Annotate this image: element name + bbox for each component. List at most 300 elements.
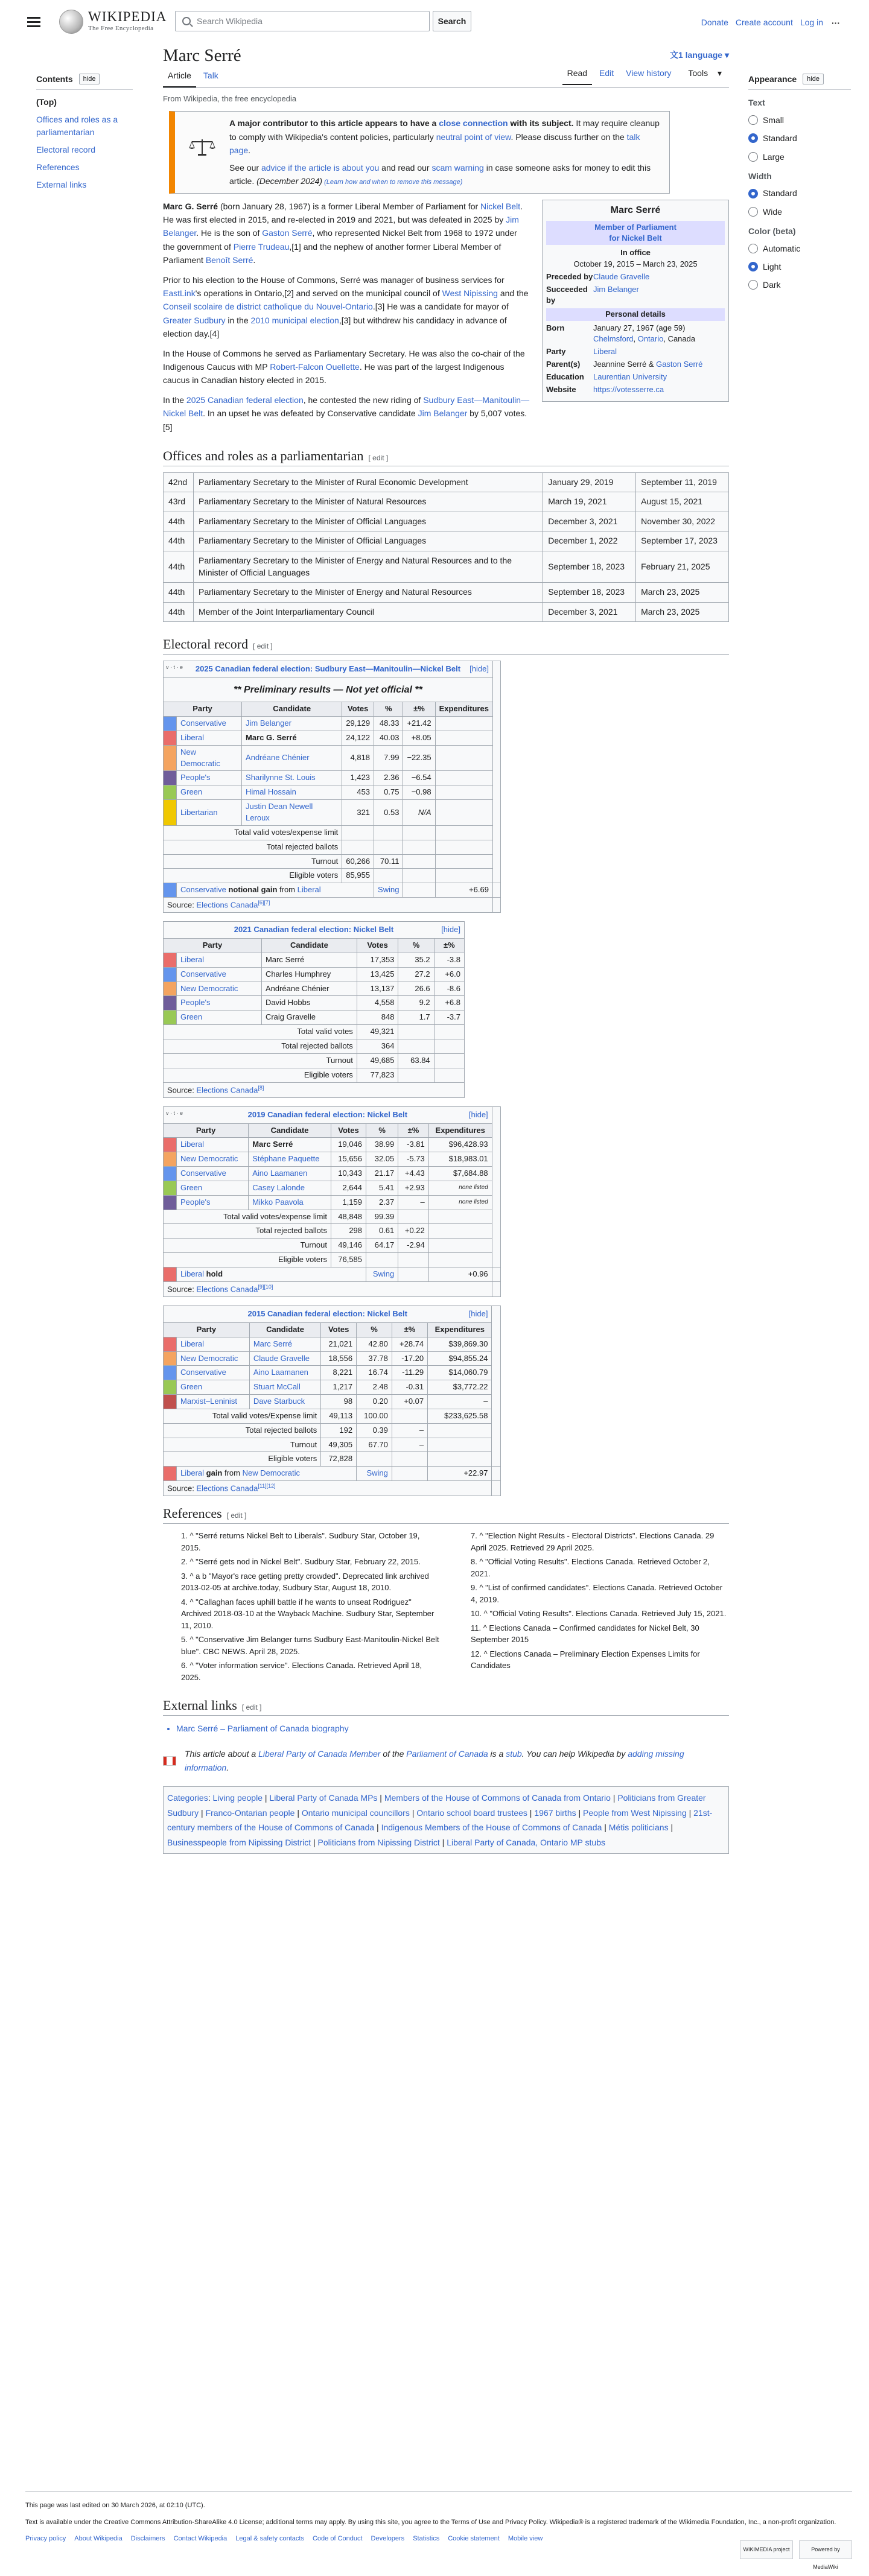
result-text: Liberal hold	[177, 1267, 366, 1281]
category-link[interactable]: 1967 births	[534, 1807, 576, 1818]
vote-change: −6.54	[403, 771, 435, 785]
party-color-swatch	[164, 1337, 177, 1351]
party-link[interactable]: Liberal	[593, 346, 617, 356]
total-label: Eligible voters	[164, 1452, 321, 1467]
article-content	[163, 43, 729, 1854]
total-percent: 99.39	[366, 1210, 398, 1224]
option-label: Dark	[763, 280, 781, 290]
source-link[interactable]: Elections Canada	[196, 1483, 258, 1493]
infobox-title: Marc Serré	[610, 205, 661, 215]
tab-talk[interactable]: Talk	[203, 71, 218, 81]
vote-count: 15,656	[331, 1152, 366, 1167]
vote-change: -3.7	[434, 1010, 464, 1025]
expenditures: $94,855.24	[428, 1351, 492, 1366]
candidate-name[interactable]: Stuart McCall	[249, 1380, 320, 1395]
total-expense	[428, 1210, 492, 1224]
party-color-swatch	[164, 1195, 177, 1210]
appearance-option[interactable]	[748, 242, 851, 255]
column-header: %	[357, 1322, 392, 1337]
column-header: Votes	[357, 939, 398, 953]
election-caption[interactable]: 2019 Canadian federal election: Nickel Belt	[247, 1109, 408, 1119]
candidate-name[interactable]: Claude Gravelle	[249, 1351, 320, 1366]
party-link[interactable]: New Democratic	[177, 1152, 249, 1167]
table-hide-button[interactable]: [hide]	[468, 1109, 488, 1119]
category-link[interactable]: 21st-century members of the House of Commons of Canada	[167, 1807, 713, 1833]
total-percent: 63.84	[398, 1053, 434, 1068]
candidate-name[interactable]: Andréane Chénier	[242, 745, 342, 771]
total-expense	[428, 1452, 492, 1467]
swing-link[interactable]: Swing	[357, 1467, 392, 1481]
party-link[interactable]: People's	[177, 771, 242, 785]
edit-section-link[interactable]: [ edit ]	[241, 1703, 262, 1712]
vote-count: 18,556	[321, 1351, 357, 1366]
total-value: 49,305	[321, 1438, 357, 1452]
category-link[interactable]: Politicians from Nipissing District	[317, 1837, 440, 1847]
footer-link[interactable]: Statistics	[413, 2535, 440, 2543]
party-link[interactable]: Liberal	[177, 731, 242, 745]
footer-link[interactable]: Privacy policy	[25, 2535, 66, 2543]
reference-item: 8. ^ "Official Voting Results". Elections Canada. Retrieved October 2, 2021.	[471, 1557, 710, 1578]
category-link[interactable]: Politicians from Greater Sudbury	[167, 1793, 706, 1818]
learn-remove-link[interactable]: (Learn how and when to remove this message)	[322, 179, 463, 186]
mp-link[interactable]: Member of Parliament	[594, 223, 676, 232]
reference-item: 1. ^ "Serré returns Nickel Belt to Liberals". Sudbury Star, October 19, 2015.	[181, 1531, 420, 1552]
election-table-2015	[163, 1305, 501, 1496]
appearance-option[interactable]	[748, 278, 851, 291]
table-cell	[398, 1267, 429, 1281]
total-row	[164, 1409, 501, 1423]
table-cell: 44th	[164, 531, 194, 551]
appearance-option[interactable]	[748, 205, 851, 218]
source-link[interactable]: Elections Canada	[196, 1085, 258, 1094]
column-header: Expenditures	[428, 1123, 492, 1138]
expenditures: $18,983.01	[428, 1152, 492, 1167]
candidate-name[interactable]: Mikko Paavola	[249, 1195, 331, 1210]
total-value: 76,585	[331, 1253, 366, 1267]
reference-item: 12. ^ Elections Canada – Preliminary Election Expenses Limits for Candidates	[471, 1649, 700, 1670]
category-link[interactable]: Members of the House of Commons of Canada from Ontario	[384, 1793, 611, 1803]
total-expense	[428, 1224, 492, 1239]
table-cell: August 15, 2021	[636, 492, 729, 512]
party-link[interactable]: Conservative	[177, 1366, 250, 1380]
column-header: Party	[164, 1123, 249, 1138]
vote-percent: 2.36	[374, 771, 403, 785]
footer-link[interactable]: Mobile view	[508, 2535, 543, 2543]
party-link[interactable]: Conservative	[177, 1167, 249, 1181]
total-label: Turnout	[164, 854, 342, 869]
parent-link[interactable]: Gaston Serré	[656, 360, 703, 369]
table-cell: September 18, 2023	[543, 551, 636, 583]
total-value	[342, 825, 374, 840]
candidate-name[interactable]: Aino Laamanen	[249, 1366, 320, 1380]
candidate-name[interactable]: Jim Belanger	[242, 717, 342, 731]
table-row	[164, 785, 501, 800]
footer-link[interactable]: Legal & safety contacts	[235, 2535, 304, 2543]
party-link[interactable]: Liberal	[177, 953, 262, 967]
search-placeholder: Search Wikipedia	[197, 16, 263, 26]
vote-change: -11.29	[392, 1366, 427, 1380]
total-change	[434, 1025, 464, 1039]
total-row	[164, 869, 501, 883]
candidate-name[interactable]: Stéphane Paquette	[249, 1152, 331, 1167]
category-link[interactable]: Businesspeople from Nipissing District	[167, 1837, 311, 1847]
table-row	[164, 1366, 501, 1380]
total-row	[164, 1438, 501, 1452]
party-link[interactable]: Green	[177, 785, 242, 800]
preliminary-banner: ** Preliminary results — Not yet official **	[164, 678, 493, 702]
birthplace-link[interactable]: Chelmsford	[593, 334, 634, 343]
party-color-swatch	[164, 982, 177, 996]
table-row	[164, 551, 729, 583]
preceded-by-link[interactable]: Claude Gravelle	[593, 271, 650, 281]
total-row	[164, 1224, 501, 1239]
appearance-title: Appearance	[748, 74, 797, 84]
table-cell	[403, 883, 435, 898]
total-label: Eligible voters	[164, 1068, 357, 1082]
table-row	[164, 771, 501, 785]
appearance-hide-button[interactable]: hide	[803, 74, 824, 84]
swing-value: +22.97	[428, 1467, 492, 1481]
footer-link[interactable]: Cookie statement	[448, 2535, 500, 2543]
table-cell: Parliamentary Secretary to the Minister of Natural Resources	[193, 492, 543, 512]
tab-edit[interactable]: Edit	[599, 68, 614, 78]
election-caption[interactable]: 2015 Canadian federal election: Nickel Belt	[247, 1309, 407, 1318]
table-cell: Parliamentary Secretary to the Minister of Energy and Natural Resources and to the Minister of Official Languages	[193, 551, 543, 583]
total-label: Turnout	[164, 1239, 331, 1253]
candidate-name[interactable]: Justin Dean Newell Leroux	[242, 800, 342, 826]
footer-link[interactable]: Disclaimers	[130, 2535, 165, 2543]
total-percent	[398, 1068, 434, 1082]
ontario-link[interactable]: Ontario	[637, 334, 664, 343]
party-link[interactable]: Liberal	[177, 1337, 250, 1351]
footer-link[interactable]: About Wikipedia	[74, 2535, 123, 2543]
wikimedia-badge[interactable]: WIKIMEDIA project	[740, 2540, 793, 2559]
table-cell: 44th	[164, 512, 194, 531]
party-link[interactable]: New Democratic	[242, 1468, 300, 1478]
main-menu-icon[interactable]	[25, 14, 42, 30]
vote-count: 2,644	[331, 1181, 366, 1195]
radio-button[interactable]	[748, 280, 758, 290]
table-row	[164, 602, 729, 622]
external-links-heading: External links [ edit ]	[163, 1696, 729, 1716]
candidate-name[interactable]: Marc Serré	[249, 1337, 320, 1351]
appearance-option[interactable]	[748, 132, 851, 145]
vote-count: 19,046	[331, 1138, 366, 1152]
total-change	[403, 869, 435, 883]
education-link[interactable]: Laurentian University	[593, 372, 667, 382]
toc-item[interactable]: Electoral record	[36, 145, 96, 155]
categories-box: Categories: Living people | Liberal Party of Canada MPs | Members of the House of Commons of Canada from Ontario | Politicians from Greater Sudbury | Franco-Ontarian people | Ontario municipal councillors | Ontario school board trustees | 1967 births | People from West Nipissing | 21st-century members of the House of Commons of Canada | Indigenous Members of the House of Commons of Canada | Métis politicians | Businesspeople from Nipissing District | Politicians from Nipissing District | Liberal Party of Canada, Ontario MP stubs	[163, 1786, 729, 1854]
vote-count: 13,425	[357, 967, 398, 982]
category-link[interactable]: Living people	[212, 1793, 263, 1803]
radio-button[interactable]	[748, 244, 758, 253]
categories-label[interactable]: Categories	[167, 1793, 208, 1803]
expenditures: $96,428.93	[428, 1138, 492, 1152]
appearance-option[interactable]	[748, 113, 851, 127]
candidate-name[interactable]: Dave Starbuck	[249, 1395, 320, 1409]
offices-table	[163, 472, 729, 623]
site-header	[0, 0, 869, 47]
total-expense	[428, 1253, 492, 1267]
vote-change: -5.73	[398, 1152, 429, 1167]
create-account-link[interactable]: Create account	[735, 17, 793, 27]
table-row	[164, 1195, 501, 1210]
toc-sidebar	[36, 72, 133, 194]
candidate-name[interactable]: Aino Laamanen	[249, 1167, 331, 1181]
party-link[interactable]: Liberal	[180, 1468, 205, 1478]
option-label: Wide	[763, 206, 782, 217]
total-expense	[428, 1423, 492, 1438]
personal-details-header: Personal details	[546, 308, 725, 320]
toc-hide-button[interactable]: hide	[79, 74, 100, 84]
vote-percent: 48.33	[374, 717, 403, 731]
radio-button[interactable]	[748, 152, 758, 162]
election-caption[interactable]: 2021 Canadian federal election: Nickel Belt	[234, 925, 394, 934]
vote-percent: 27.2	[398, 967, 434, 982]
total-row	[164, 1423, 501, 1438]
website-link[interactable]: https://votesserre.ca	[593, 385, 664, 395]
table-row	[164, 982, 465, 996]
election-table-2021	[163, 921, 465, 1097]
party-link[interactable]: Conservative	[177, 967, 262, 982]
appearance-option[interactable]	[748, 260, 851, 273]
toc-item[interactable]: External links	[36, 180, 87, 190]
total-change	[434, 1039, 464, 1054]
party-link[interactable]: People's	[177, 1195, 249, 1210]
party-link[interactable]: Liberal	[177, 1138, 249, 1152]
toc-item[interactable]: References	[36, 162, 80, 173]
vote-percent: 37.78	[357, 1351, 392, 1366]
total-percent	[398, 1025, 434, 1039]
vote-count: 8,221	[321, 1366, 357, 1380]
radio-button[interactable]	[748, 189, 758, 198]
result-text: Conservative notional gain from Liberal	[177, 883, 374, 898]
source-link[interactable]: Elections Canada	[196, 1284, 258, 1294]
footer-link[interactable]: Code of Conduct	[312, 2535, 363, 2543]
navbox-vte[interactable]: v · t · e	[166, 1109, 183, 1116]
total-change	[434, 1068, 464, 1082]
page-title: Marc Serré	[163, 46, 241, 65]
canada-flag-icon	[163, 1756, 176, 1766]
total-expense	[428, 1239, 492, 1253]
vote-change: +21.42	[403, 717, 435, 731]
total-value: 77,823	[357, 1068, 398, 1082]
tagline-from: From Wikipedia, the free encyclopedia	[163, 94, 297, 103]
edit-section-link[interactable]: [ edit ]	[226, 1511, 247, 1520]
expenditures: $3,772.22	[428, 1380, 492, 1395]
total-label: Total valid votes	[164, 1025, 357, 1039]
tab-article[interactable]: Article	[163, 69, 196, 87]
column-header: ±%	[398, 1123, 429, 1138]
footer-link[interactable]: Developers	[371, 2535, 405, 2543]
column-header: ±%	[434, 939, 464, 953]
source-link[interactable]: Elections Canada	[196, 900, 258, 910]
npov-link[interactable]: neutral point of view	[436, 132, 511, 142]
table-cell: 43rd	[164, 492, 194, 512]
total-expense	[435, 825, 492, 840]
total-percent	[366, 1253, 398, 1267]
vote-change: -0.31	[392, 1380, 427, 1395]
vote-percent: 9.2	[398, 996, 434, 1010]
column-header: Candidate	[249, 1322, 320, 1337]
close-connection-link[interactable]: close connection	[439, 118, 508, 128]
candidate-name: David Hobbs	[261, 996, 357, 1010]
tools-menu[interactable]: Tools ▾	[688, 68, 722, 78]
party-link[interactable]: Marxist–Leninist	[177, 1395, 250, 1409]
total-label: Turnout	[164, 1053, 357, 1068]
table-row	[164, 800, 501, 826]
toc-item[interactable]: (Top)	[36, 97, 57, 107]
total-value: 298	[331, 1224, 366, 1239]
table-cell: 44th	[164, 551, 194, 583]
search-input[interactable]	[175, 11, 430, 31]
table-cell: 44th	[164, 583, 194, 603]
column-header: %	[366, 1123, 398, 1138]
party-color-swatch	[164, 1181, 177, 1195]
candidate-name[interactable]: Marc Serré	[249, 1138, 331, 1152]
mediawiki-badge[interactable]: Powered by MediaWiki	[799, 2540, 852, 2559]
advice-link[interactable]: advice if the article is about you	[261, 162, 380, 173]
total-value: 72,828	[321, 1452, 357, 1467]
party-link[interactable]: New Democratic	[177, 1351, 250, 1366]
appearance-group-label: Color (beta)	[748, 226, 796, 236]
total-row	[164, 825, 501, 840]
candidate-name[interactable]: Himal Hossain	[242, 785, 342, 800]
table-hide-button[interactable]: [hide]	[468, 1309, 488, 1318]
succeeded-by-link[interactable]: Jim Belanger	[593, 284, 639, 294]
category-link[interactable]: Métis politicians	[608, 1823, 669, 1833]
total-percent: 70.11	[374, 854, 403, 869]
radio-button[interactable]	[748, 207, 758, 217]
vote-count: 321	[342, 800, 374, 826]
table-row	[164, 531, 729, 551]
radio-button[interactable]	[748, 262, 758, 271]
scales-icon	[188, 138, 216, 156]
nickel-belt-link[interactable]: for Nickel Belt	[609, 233, 662, 243]
party-link[interactable]: Liberal	[180, 1269, 205, 1278]
vote-change: +28.74	[392, 1337, 427, 1351]
vote-change: –	[398, 1195, 429, 1210]
party-color-swatch	[164, 771, 177, 785]
toc-item[interactable]: Offices and roles as a parliamentarian	[36, 115, 118, 138]
reference-item: 3. ^ a b "Mayor's race getting pretty crowded". Deprecated link archived 2013-02-05 at archive.today, Sudbury Star, August 18, 2010.	[181, 1571, 429, 1593]
party-link[interactable]: Conservative	[177, 717, 242, 731]
total-label: Total rejected ballots	[164, 840, 342, 854]
total-row	[164, 1239, 501, 1253]
edit-section-link[interactable]: [ edit ]	[368, 453, 389, 462]
login-link[interactable]: Log in	[800, 17, 823, 27]
table-row	[164, 492, 729, 512]
radio-button[interactable]	[748, 115, 758, 125]
tab-read[interactable]: Read	[562, 66, 592, 84]
expenditures	[435, 745, 492, 771]
category-link[interactable]: People from West Nipissing	[583, 1807, 687, 1818]
table-row	[164, 1010, 465, 1025]
total-value	[342, 840, 374, 854]
table-cell: September 11, 2019	[636, 472, 729, 492]
external-link-parliament[interactable]: • Marc Serré – Parliament of Canada biography	[176, 1722, 729, 1735]
appearance-option[interactable]	[748, 150, 851, 163]
wikipedia-logo[interactable]	[59, 10, 167, 34]
party-color-swatch	[164, 785, 177, 800]
party-link[interactable]: Libertarian	[177, 800, 242, 826]
total-value: 48,848	[331, 1210, 366, 1224]
party-color-swatch	[164, 1152, 177, 1167]
vote-count: 453	[342, 785, 374, 800]
swing-link[interactable]: Swing	[374, 883, 403, 898]
search-button[interactable]: Search	[433, 11, 471, 31]
table-row	[164, 1181, 501, 1195]
candidate-name[interactable]: Sharilynne St. Louis	[242, 771, 342, 785]
category-link[interactable]: Ontario municipal councillors	[301, 1807, 410, 1818]
infobox: Marc Serré Member of Parliament for Nickel Belt In office October 19, 2015 – March 23, 2025 Preceded by Claude Gravelle Succeeded by Jim Belanger Personal details Born January 27, 1967 (age 59) Chelmsford, Ontario, Canada Party Liberal Parent(s) Jeannine Serré & Gaston Serré Education Laurentian University Website https://votesserre.ca	[542, 200, 729, 402]
reference-item: 9. ^ "List of confirmed candidates". Elections Canada. Retrieved October 4, 2019.	[471, 1583, 723, 1604]
appearance-option[interactable]	[748, 186, 851, 200]
total-value: 49,321	[357, 1025, 398, 1039]
party-link[interactable]: Green	[177, 1181, 249, 1195]
donate-link[interactable]: Donate	[701, 17, 728, 27]
candidate-name[interactable]: Casey Lalonde	[249, 1181, 331, 1195]
candidate-name[interactable]: Marc G. Serré	[242, 731, 342, 745]
party-link[interactable]: New Democratic	[177, 745, 242, 771]
table-hide-button[interactable]: [hide]	[441, 925, 460, 934]
vote-change: -3.8	[434, 953, 464, 967]
appearance-group-label: Text	[748, 98, 765, 108]
last-edited: This page was last edited on 30 March 2026, at 02:10 (UTC).	[25, 2502, 205, 2509]
party-link[interactable]: Conservative	[180, 885, 226, 895]
category-link[interactable]: Franco-Ontarian people	[205, 1807, 295, 1818]
party-link[interactable]: Green	[177, 1380, 250, 1395]
total-value: 85,955	[342, 869, 374, 883]
expenditures: –	[428, 1395, 492, 1409]
total-label: Total rejected ballots	[164, 1039, 357, 1054]
reference-item: 7. ^ "Election Night Results - Electoral Districts". Elections Canada. 29 April 2025. Retrieved 29 April 2025.	[471, 1531, 715, 1552]
total-label: Total rejected ballots	[164, 1224, 331, 1239]
category-link[interactable]: Liberal Party of Canada, Ontario MP stubs	[447, 1837, 605, 1847]
talk-page-link[interactable]: talk page	[229, 132, 640, 156]
source-note: Source: Elections Canada[6][7]	[164, 898, 493, 913]
language-button[interactable]: 文1 language ▾	[669, 50, 729, 60]
table-hide-button[interactable]: [hide]	[470, 664, 489, 674]
option-label: Standard	[763, 188, 797, 198]
category-link[interactable]: Ontario school board trustees	[416, 1807, 527, 1818]
election-caption[interactable]: 2025 Canadian federal election: Sudbury East—Manitoulin—Nickel Belt	[195, 664, 461, 674]
vote-count: 21,021	[321, 1337, 357, 1351]
total-row	[164, 1068, 465, 1082]
navbox-vte[interactable]: v · t · e	[166, 664, 183, 671]
category-link[interactable]: Indigenous Members of the House of Commons of Canada	[381, 1823, 602, 1833]
personal-tools-icon[interactable]: ···	[832, 18, 840, 28]
footer-link[interactable]: Contact Wikipedia	[173, 2535, 228, 2543]
tab-history[interactable]: View history	[626, 68, 672, 78]
table-cell	[492, 1267, 500, 1281]
party-link[interactable]: New Democratic	[177, 982, 262, 996]
category-link[interactable]: Liberal Party of Canada MPs	[269, 1793, 378, 1803]
party-link[interactable]: Liberal	[297, 885, 321, 895]
scam-warning-link[interactable]: scam warning	[431, 162, 484, 173]
party-link[interactable]: Green	[177, 1010, 262, 1025]
radio-button[interactable]	[748, 133, 758, 143]
edit-section-link[interactable]: [ edit ]	[253, 642, 273, 651]
total-row	[164, 1053, 465, 1068]
vote-change: −0.98	[403, 785, 435, 800]
total-row	[164, 1025, 465, 1039]
expenditures: none listed	[428, 1181, 492, 1195]
source-note: Source: Elections Canada[11][12]	[164, 1481, 492, 1496]
party-link[interactable]: People's	[177, 996, 262, 1010]
swing-link[interactable]: Swing	[366, 1267, 398, 1281]
party-color-swatch	[164, 1010, 177, 1025]
